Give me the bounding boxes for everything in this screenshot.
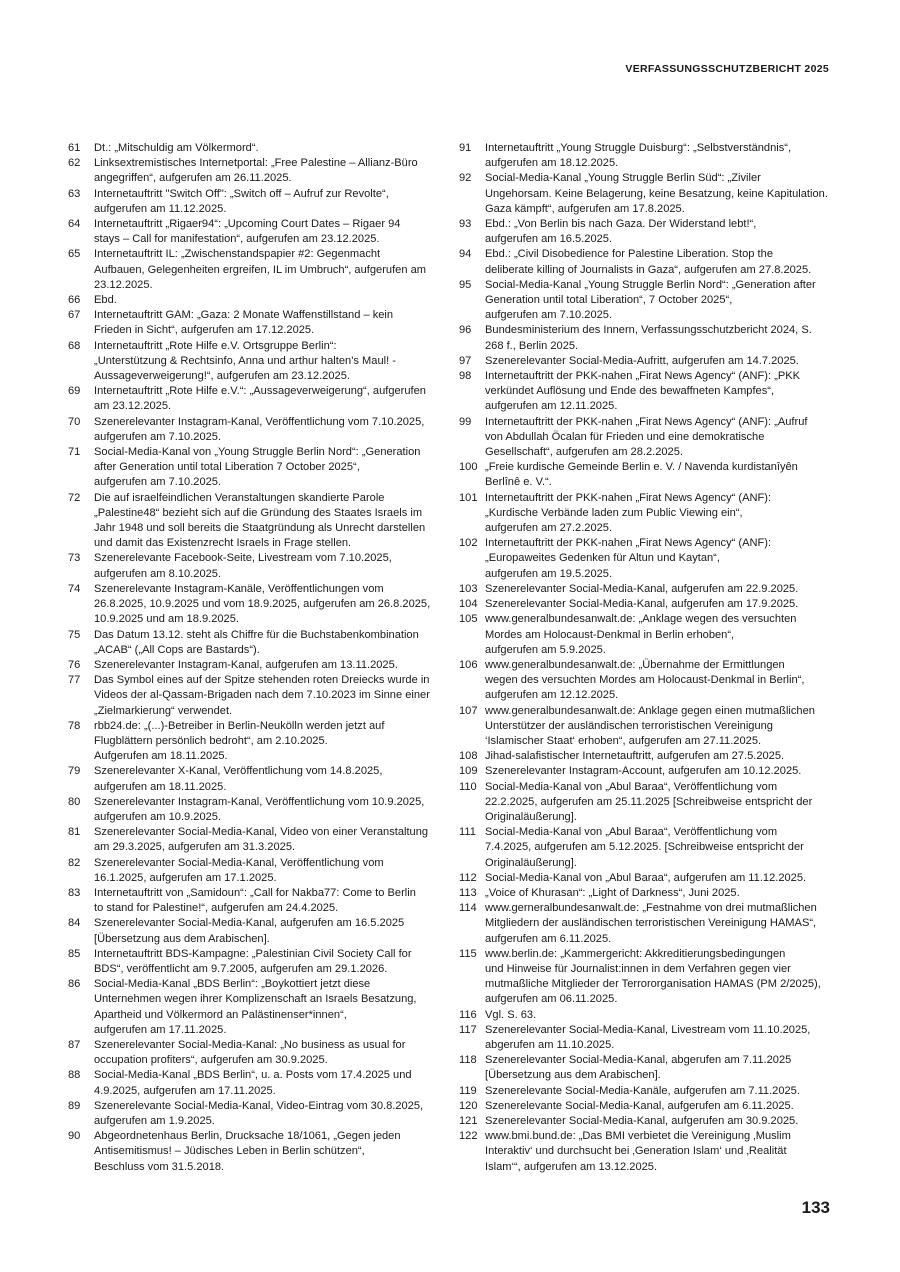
- footnote: [68, 977, 444, 1038]
- footnote: [68, 156, 444, 186]
- footnote-text: Ebd.: „Civil Disobedience for Palestine Liberation. Stop the deliberate killing of Journalists in Gaza“, aufgerufen am 27.8.2025.: [485, 248, 812, 276]
- footnote: [459, 658, 839, 704]
- footnote-text: Szenerelevante Social-Media-Kanäle, aufgerufen am 7.11.2025.: [485, 1084, 800, 1097]
- footnote-number: 117: [459, 1023, 477, 1036]
- footnote-number: 66: [68, 294, 81, 307]
- footnote-number: 61: [68, 142, 81, 154]
- footnote-number: 63: [68, 187, 81, 200]
- footnote-text: Szenerelevante Facebook-Seite, Livestream vom 7.10.2025, aufgerufen am 8.10.2025.: [94, 552, 392, 580]
- footnote-text: Social-Media-Kanal „Young Struggle Berlin Nord“: „Generation after Generation until total Liberation“, 7 October 2025“, aufgerufen am 7.10.2025.: [485, 278, 816, 322]
- footnote-number: 72: [68, 491, 81, 504]
- footnote: [459, 597, 839, 612]
- footnote: [68, 1038, 444, 1068]
- footnote-number: 69: [68, 385, 81, 398]
- footnote: [459, 460, 839, 490]
- footnote-text: Dt.: „Mitschuldig am Völkermord“.: [94, 142, 259, 154]
- running-header: VERFASSUNGSSCHUTZBERICHT 2025: [625, 63, 829, 75]
- footnote-text: Szenerelevante Social-Media-Kanal, Video-Eintrag vom 30.8.2025, aufgerufen am 1.9.2025.: [94, 1099, 424, 1127]
- footnote-text: Internetauftritt „Rote Hilfe e.V. Ortsgruppe Berlin“: „Unterstützung & Rechtsinfo, Anna und arthur halten’s Maul! - Aussageverweigerung!“, aufgerufen am 23.12.2025.: [94, 339, 396, 383]
- footnote-number: 119: [459, 1084, 477, 1097]
- footnote-number: 91: [459, 142, 472, 154]
- footnote-text: Internetauftritt der PKK-nahen „Firat News Agency“ (ANF): „Aufruf von Abdullah Öcalan für Frieden und eine demokratische Gesellschaft“, aufgerufen am 28.2.2025.: [485, 415, 808, 459]
- footnote-text: Linksextremistisches Internetportal: „Free Palestine – Allianz-Büro angegriffen“, aufgerufen am 26.11.2025.: [94, 157, 418, 185]
- footnote: [68, 1129, 444, 1175]
- footnote: [68, 628, 444, 658]
- footnote: [459, 323, 839, 353]
- footnote-number: 86: [68, 978, 81, 991]
- footnote-text: Szenerelevanter Instagram-Kanal, Veröffentlichung vom 10.9.2025, aufgerufen am 10.9.2025.: [94, 795, 425, 823]
- footnote: [459, 1023, 839, 1053]
- footnote-number: 115: [459, 947, 477, 960]
- footnote: [68, 764, 444, 794]
- footnote-text: Internetauftritt der PKK-nahen „Firat News Agency“ (ANF): „PKK verkündet Auflösung und Ende des bewaffneten Kampfes“, aufgerufen am 12.11.2025.: [485, 370, 801, 413]
- footnote: [68, 293, 444, 308]
- footnote-text: www.berlin.de: „Kammergericht: Akkreditierungsbedingungen und Hinweise für Journalist:innen in dem Verfahren gegen vier mutmaßliche Mitglieder der Terrororganisation HAMAS (PM 2/2025), aufgerufen am 06.11.2025.: [485, 947, 821, 1006]
- footnote: [459, 536, 839, 582]
- footnote-number: 118: [459, 1054, 477, 1067]
- footnote-text: Internetauftritt „Young Struggle Duisburg“: „Selbstverständnis“, aufgerufen am 18.12.2025.: [485, 142, 792, 170]
- footnote: [459, 415, 839, 461]
- footnote: [459, 247, 839, 277]
- footnote-text: Das Datum 13.12. steht als Chiffre für die Buchstabenkombination „ACAB“ („All Cops are Bastards“).: [94, 628, 419, 656]
- footnote: [459, 1129, 839, 1175]
- footnote-number: 64: [68, 218, 81, 231]
- footnote-text: Bundesministerium des Innern, Verfassungsschutzbericht 2024, S. 268 f., Berlin 2025.: [485, 324, 812, 352]
- footnote: [68, 247, 444, 293]
- footnote: [68, 916, 444, 946]
- footnote-number: 80: [68, 795, 81, 808]
- footnotes-left-column: [68, 141, 444, 1175]
- footnote: [68, 339, 444, 385]
- footnote-text: Szenerelevanter Social-Media-Kanal, aufgerufen am 16.5.2025 [Übersetzung aus dem Arabischen].: [94, 917, 405, 945]
- footnote-text: Internetauftritt BDS-Kampagne: „Palestinian Civil Society Call for BDS“, veröffentlicht am 9.7.2005, aufgerufen am 29.1.2026.: [94, 947, 412, 975]
- footnote-number: 100: [459, 461, 478, 474]
- footnote-number: 116: [459, 1008, 477, 1021]
- footnote-text: Internetauftritt IL: „Zwischenstandspapier #2: Gegenmacht Aufbauen, Gelegenheiten ergreifen, IL im Umbruch“, aufgerufen am 23.12.2025.: [94, 248, 426, 291]
- footnote: [68, 673, 444, 719]
- footnote: [459, 369, 839, 415]
- footnote: [459, 764, 839, 779]
- footnote-text: rbb24.de: „(...)-Betreiber in Berlin-Neukölln werden jetzt auf Flugblättern persönlich bedroht“, am 2.10.2025. Aufgerufen am 18.11.2025.: [94, 719, 385, 763]
- footnote: [459, 491, 839, 537]
- footnote: [459, 217, 839, 247]
- footnote-text: Social-Media-Kanal von „Abul Baraa“, Veröffentlichung vom 22.2.2025, aufgerufen am 25.11.2025 [Schreibweise entspricht der Originaläußerung].: [485, 780, 813, 823]
- footnote-number: 75: [68, 628, 81, 641]
- footnote-text: Jihad-salafistischer Internetauftritt, aufgerufen am 27.5.2025.: [485, 750, 785, 763]
- footnote-number: 71: [68, 446, 81, 459]
- footnote: [459, 871, 839, 886]
- footnote-number: 98: [459, 370, 472, 383]
- footnote-text: Internetauftritt von „Samidoun“: „Call for Nakba77: Come to Berlin to stand for Palestine!“, aufgerufen am 24.4.2025.: [94, 886, 416, 915]
- footnote: [459, 1008, 839, 1023]
- footnote-text: Szenerelevanter Social-Media-Kanal: „No business as usual for occupation profiters“, aufgerufen am 30.9.2025.: [94, 1038, 406, 1067]
- footnote: [459, 278, 839, 324]
- footnote: [459, 1099, 839, 1114]
- footnote-text: Das Symbol eines auf der Spitze stehenden roten Dreiecks wurde in Videos der al-Qassam-Brigaden nach dem 7.10.2023 im Sinne einer „Zielmarkierung“ verwendet.: [94, 674, 430, 717]
- footnote-text: www.generalbundesanwalt.de: Anklage gegen einen mutmaßlichen Unterstützer der ausländischen terroristischen Vereinigung ‘Islamischer Staat‘ erhoben“, aufgerufen am 27.11.2025.: [485, 704, 815, 747]
- footnote-number: 77: [68, 674, 81, 687]
- footnote-number: 85: [68, 947, 81, 960]
- footnote-text: Szenerelevante Instagram-Kanäle, Veröffentlichungen vom 26.8.2025, 10.9.2025 und vom 18.9.2025, aufgerufen am 26.8.2025, 10.9.2025 und am 18.9.2025.: [94, 582, 431, 626]
- footnote: [68, 551, 444, 581]
- footnote-number: 81: [68, 826, 81, 839]
- footnote-text: Szenerelevanter Social-Media-Kanal, aufgerufen am 22.9.2025.: [485, 582, 799, 595]
- footnote-number: 104: [459, 598, 478, 611]
- footnote: [459, 612, 839, 658]
- footnote: [459, 947, 839, 1008]
- footnote: [459, 354, 839, 369]
- footnote-text: Internetauftritt „Rigaer94“: „Upcoming Court Dates – Rigaer 94 stays – Call for manifestation“, aufgerufen am 23.12.2025.: [94, 218, 401, 246]
- footnote-text: www.generalbundesanwalt.de: „Anklage wegen des versuchten Mordes am Holocaust-Denkmal in Berlin erhoben“, aufgerufen am 5.9.2025.: [485, 613, 797, 656]
- footnote: [68, 795, 444, 825]
- footnote-number: 90: [68, 1130, 81, 1143]
- footnote-text: Abgeordnetenhaus Berlin, Drucksache 18/1061, „Gegen jeden Antisemitismus! – Jüdisches Leben in Berlin schützen“, Beschluss vom 31.5.2018.: [94, 1130, 401, 1173]
- footnote-number: 103: [459, 582, 478, 595]
- page-number: 133: [801, 1198, 830, 1217]
- footnote: [68, 582, 444, 628]
- footnote: [68, 947, 444, 977]
- footnote-number: 114: [459, 902, 477, 915]
- footnote-number: 76: [68, 658, 81, 671]
- footnote: [459, 886, 839, 901]
- footnote: [68, 445, 444, 491]
- footnote: [459, 780, 839, 826]
- footnote: [68, 415, 444, 445]
- footnote: [68, 719, 444, 765]
- footnote-number: 105: [459, 613, 478, 626]
- footnote-text: Internetauftritt "Switch Off": „Switch off – Aufruf zur Revolte“, aufgerufen am 11.12.2025.: [94, 187, 389, 215]
- footnote-text: Internetauftritt „Rote Hilfe e.V.“: „Aussageverweigerung“, aufgerufen am 23.12.2025.: [94, 385, 426, 413]
- footnote-number: 112: [459, 871, 477, 884]
- footnote-number: 110: [459, 780, 477, 793]
- footnote: [459, 582, 839, 597]
- footnote-number: 92: [459, 172, 472, 185]
- footnote-text: Social-Media-Kanal „BDS Berlin“, u. a. Posts vom 17.4.2025 und 4.9.2025, aufgerufen am 17.11.2025.: [94, 1069, 412, 1097]
- footnote-text: Vgl. S. 63.: [485, 1008, 537, 1021]
- footnote: [68, 491, 444, 552]
- footnote-number: 79: [68, 765, 81, 778]
- footnote-text: Szenerelevanter Social-Media-Kanal, abgerufen am 7.11.2025 [Übersetzung aus dem Arabischen].: [485, 1054, 792, 1082]
- footnote: [68, 856, 444, 886]
- footnote-number: 97: [459, 354, 472, 367]
- footnote-number: 102: [459, 537, 478, 550]
- footnote-number: 106: [459, 658, 478, 671]
- footnote-number: 83: [68, 886, 81, 899]
- footnotes-right-column: [459, 141, 839, 1175]
- footnote-text: www.bmi.bund.de: „Das BMI verbietet die Vereinigung ‚Muslim Interaktiv‘ und durchsucht bei ‚Generation Islam‘ und ‚Realität Islam‘“, aufgerufen am 13.12.2025.: [485, 1130, 791, 1173]
- footnote-text: www.generalbundesanwalt.de: „Übernahme der Ermittlungen wegen des versuchten Mordes am Holocaust-Denkmal in Berlin“, aufgerufen am 12.12.2025.: [485, 658, 805, 702]
- footnote-number: 96: [459, 324, 472, 337]
- footnote-number: 121: [459, 1115, 478, 1127]
- footnote-number: 62: [68, 157, 81, 170]
- footnote-number: 70: [68, 415, 81, 428]
- footnote-text: Ebd.: „Von Berlin bis nach Gaza. Der Widerstand lebt!“, aufgerufen am 16.5.2025.: [485, 218, 757, 246]
- footnote-text: Internetauftritt der PKK-nahen „Firat News Agency“ (ANF): „Kurdische Verbände laden zum Public Viewing ein“, aufgerufen am 27.2.2025.: [485, 491, 772, 535]
- footnote-number: 87: [68, 1038, 81, 1051]
- footnote: [68, 141, 444, 156]
- footnote: [68, 886, 444, 916]
- footnote-number: 93: [459, 218, 472, 231]
- footnote: [68, 384, 444, 414]
- footnote: [459, 704, 839, 750]
- footnote-number: 99: [459, 415, 472, 428]
- footnote-text: Szenerelevanter Social-Media-Aufritt, aufgerufen am 14.7.2025.: [485, 354, 799, 367]
- footnote-text: „Voice of Khurasan“: „Light of Darkness“, Juni 2025.: [485, 886, 740, 899]
- footnote: [459, 1053, 839, 1083]
- footnote: [459, 1084, 839, 1099]
- footnote-text: Szenerelevanter X-Kanal, Veröffentlichung vom 14.8.2025, aufgerufen am 18.11.2025.: [94, 765, 383, 793]
- footnote-text: Ebd.: [94, 294, 117, 307]
- footnote-text: Szenerelevanter Social-Media-Kanal, aufgerufen am 17.9.2025.: [485, 598, 799, 611]
- footnote-number: 88: [68, 1069, 81, 1082]
- footnote-number: 95: [459, 278, 472, 291]
- footnote-text: Szenerelevanter Instagram-Kanal, aufgerufen am 13.11.2025.: [94, 658, 398, 671]
- footnote: [68, 825, 444, 855]
- footnote: [459, 901, 839, 947]
- footnote: [68, 1068, 444, 1098]
- footnote: [68, 187, 444, 217]
- footnote-number: 122: [459, 1130, 478, 1143]
- footnote-number: 107: [459, 704, 478, 717]
- footnote: [459, 171, 839, 217]
- footnote-text: Social-Media-Kanal „Young Struggle Berlin Süd“: „Ziviler Ungehorsam. Keine Belagerung, keine Besatzung, keine Kapitulation. Gaza kämpft“, aufgerufen am 17.8.2025.: [485, 172, 828, 215]
- footnote-text: Internetauftritt der PKK-nahen „Firat News Agency“ (ANF): „Europaweites Gedenken für Altun und Kaytan“, aufgerufen am 19.5.2025.: [485, 537, 772, 580]
- footnote-text: Szenerelevanter Social-Media-Kanal, Livestream vom 11.10.2025, abgerufen am 11.10.2025.: [485, 1023, 811, 1051]
- footnote-text: Szenerelevanter Social-Media-Kanal, Video von einer Veranstaltung am 29.3.2025, aufgerufen am 31.3.2025.: [94, 826, 429, 854]
- footnote: [68, 308, 444, 338]
- footnote-number: 68: [68, 339, 81, 352]
- footnote-number: 109: [459, 765, 478, 778]
- footnote: [68, 1099, 444, 1129]
- footnote-text: Szenerelevanter Instagram-Kanal, Veröffentlichung vom 7.10.2025, aufgerufen am 7.10.2025.: [94, 415, 425, 443]
- footnote-text: Die auf israelfeindlichen Veranstaltungen skandierte Parole „Palestine48“ bezieht sich auf die Gründung des Staates Israels im Jahr 1948 und soll bereits die Staatgründung als Unrecht darstellen und damit das Existenzrecht Israels in Frage stellen.: [94, 491, 426, 550]
- footnote: [459, 1114, 839, 1129]
- footnote-number: 89: [68, 1099, 81, 1112]
- footnote-text: Szenerelevante Social-Media-Kanal, aufgerufen am 6.11.2025.: [485, 1099, 794, 1112]
- footnote-number: 94: [459, 248, 472, 261]
- footnote-number: 113: [459, 886, 477, 899]
- footnote-text: www.gerneralbundesanwalt.de: „Festnahme von drei mutmaßlichen Mitgliedern der ausländischen terroristischen Vereinigung HAMAS“, aufgerufen am 6.11.2025.: [485, 902, 817, 945]
- footnote-number: 108: [459, 750, 478, 763]
- footnote-text: „Freie kurdische Gemeinde Berlin e. V. / Navenda kurdistanîyên Berlînê e. V.“.: [485, 461, 798, 489]
- footnote-text: Szenerelevanter Social-Media-Kanal, aufgerufen am 30.9.2025.: [485, 1115, 799, 1127]
- footnote: [459, 141, 839, 171]
- footnote: [459, 749, 839, 764]
- footnote-text: Szenerelevanter Instagram-Account, aufgerufen am 10.12.2025.: [485, 765, 802, 778]
- footnote-text: Social-Media-Kanal von „Abul Baraa“, aufgerufen am 11.12.2025.: [485, 871, 807, 884]
- footnote-text: Social-Media-Kanal „BDS Berlin“: „Boykottiert jetzt diese Unternehmen wegen ihrer Komplizenschaft an Israels Besatzung, Apartheid und Völkermord an Palästinenser*innen“, aufgerufen am 17.11.2025.: [94, 978, 417, 1036]
- footnote-number: 111: [459, 826, 476, 839]
- footnote-number: 67: [68, 309, 81, 322]
- footnote-text: Internetauftritt GAM: „Gaza: 2 Monate Waffenstillstand – kein Frieden in Sicht“, aufgerufen am 17.12.2025.: [94, 309, 394, 337]
- footnote-number: 84: [68, 917, 81, 930]
- footnote-number: 78: [68, 719, 81, 732]
- footnote-text: Szenerelevanter Social-Media-Kanal, Veröffentlichung vom 16.1.2025, aufgerufen am 17.1.2025.: [94, 856, 384, 884]
- footnote-number: 73: [68, 552, 81, 565]
- footnote-number: 82: [68, 856, 81, 869]
- footnote: [68, 217, 444, 247]
- footnote-number: 101: [459, 491, 478, 504]
- footnote: [459, 825, 839, 871]
- footnote: [68, 658, 444, 673]
- footnote-number: 65: [68, 248, 81, 261]
- footnote-text: Social-Media-Kanal von „Abul Baraa“, Veröffentlichung vom 7.4.2025, aufgerufen am 5.12.2025. [Schreibweise entspricht der Originaläußerung].: [485, 826, 804, 869]
- footnote-number: 120: [459, 1099, 478, 1112]
- footnote-number: 74: [68, 582, 81, 595]
- footnote-text: Social-Media-Kanal von „Young Struggle Berlin Nord“: „Generation after Generation until total Liberation 7 October 2025“, aufgerufen am 7.10.2025.: [94, 446, 421, 489]
